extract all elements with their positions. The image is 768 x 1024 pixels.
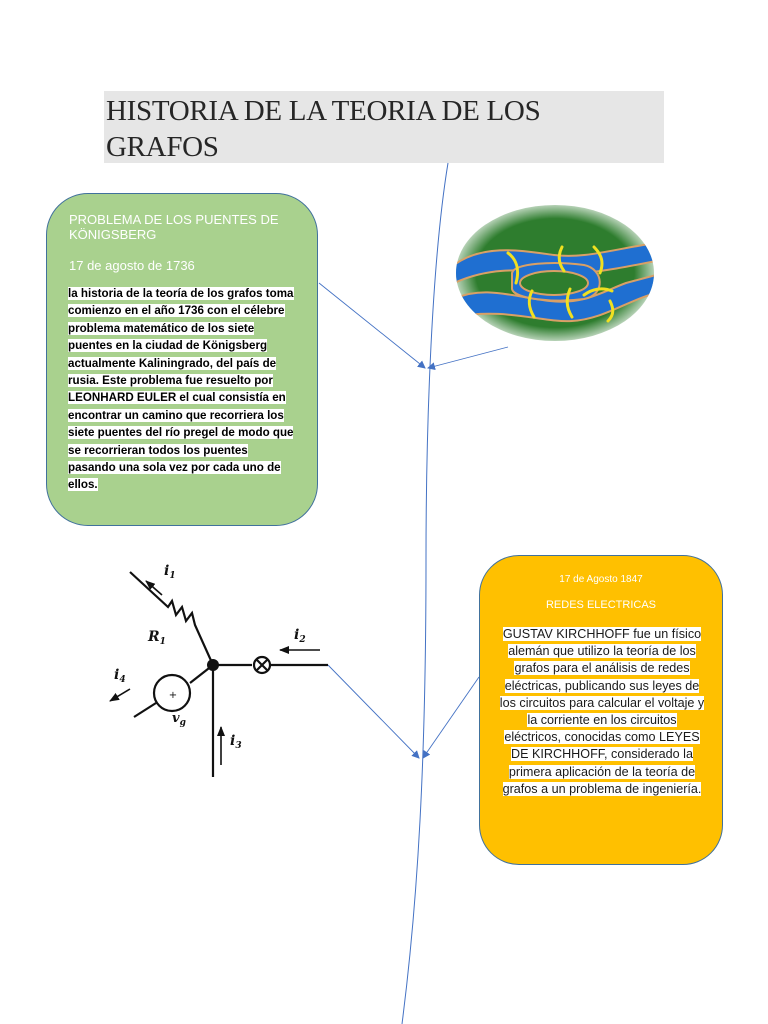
event-description-text: GUSTAV KIRCHHOFF fue un físico alemán que utilizo la teoría de los grafos para el análisis de redes eléctricas, publicando sus leyes de los circuitos para calcular el voltaje y la corriente en los circuitos eléctricos, conocidas como LEYES DE KIRCHHOFF, considerado la primera aplicación de la teoría de grafos a un problema de ingeniería. — [499, 627, 705, 796]
timeline-line — [402, 163, 448, 1024]
i4-arrow — [110, 689, 130, 701]
label-i1: $i_1$ — [164, 563, 176, 581]
label-r1: $R_1$ — [148, 629, 166, 647]
r1-wire — [130, 572, 213, 665]
event-card-1736 — [46, 193, 318, 526]
connector-1736 — [319, 283, 425, 368]
kirchhoff-circuit-image — [100, 555, 340, 780]
svg-text:+: + — [168, 690, 178, 701]
event-description — [68, 285, 294, 494]
event-title: PROBLEMA DE LOS PUENTES DE KÖNIGSBERG — [69, 212, 279, 242]
label-vg: $v_g$ — [172, 711, 186, 728]
connector-circuit — [328, 665, 419, 758]
label-i3: $i_3$ — [230, 733, 242, 751]
label-i2: $i_2$ — [294, 627, 306, 645]
connector-1847 — [423, 677, 479, 758]
event-description — [498, 626, 706, 798]
event-card-1847 — [479, 555, 723, 865]
label-i4: $i_4$ — [114, 667, 126, 685]
konigsberg-bridges-image — [454, 203, 656, 343]
event-description-text: la historia de la teoría de los grafos toma comienzo en el año 1736 con el célebre problema matemático de los siete puentes en la ciudad de Königsberg actualmente Kaliningrado, del país de rusia. Este problema fue resuelto por LEONHARD EULER el cual consistía en encontrar un camino que recorriera los siete puentes del río pregel de modo que se recorrieran todos los puentes pasando una sola vez por cada uno de ellos. — [68, 287, 294, 492]
connector-map — [428, 347, 508, 368]
event-title: REDES ELECTRICAS — [545, 599, 657, 611]
junction-node — [207, 659, 219, 671]
page-title: HISTORIA DE LA TEORIA DE LOS GRAFOS — [106, 95, 541, 163]
i4-wire-left — [134, 703, 156, 717]
event-date: 17 de agosto de 1736 — [69, 258, 195, 273]
event-date: 17 de Agosto 1847 — [559, 574, 643, 585]
